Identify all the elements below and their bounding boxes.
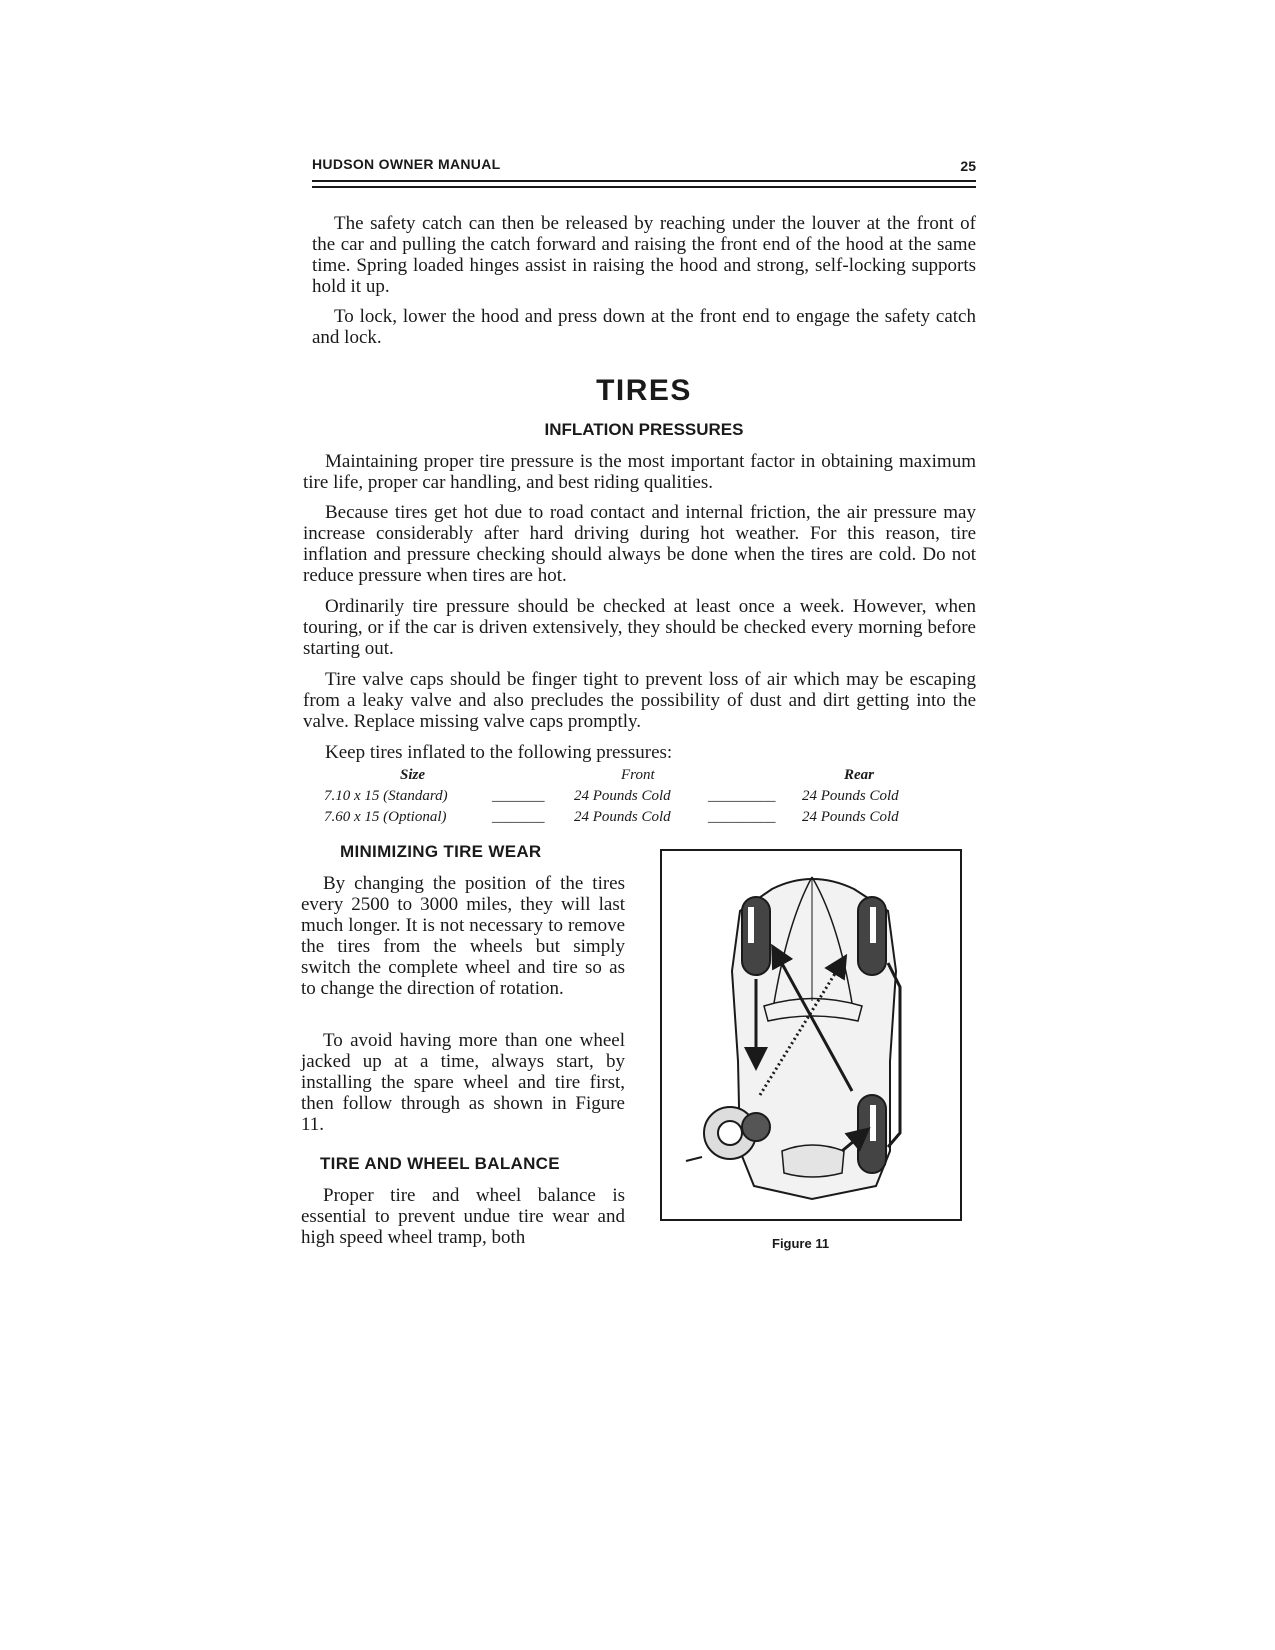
tire-pressure-paragraph-4: Tire valve caps should be finger tight to prevent loss of air which may be escaping from a leaky valve and also precludes the possibility of dust and dirt getting into the valve. Replace missing valve caps promptly. [303, 669, 976, 732]
row-rear: 24 Pounds Cold [802, 788, 899, 804]
section-heading-tires: TIRES [596, 374, 692, 407]
tire-pressure-paragraph-2: Because tires get hot due to road contact and internal friction, the air pressure may increase considerably after hard driving during hot weather. For this reason, tire inflation and pressure checking should always be done when the tires are cold. Do not reduce pressure when tires are hot. [303, 502, 976, 586]
row-front: 24 Pounds Cold [574, 809, 671, 825]
page-number: 25 [960, 158, 976, 174]
row-rear: 24 Pounds Cold [802, 809, 899, 825]
hood-release-paragraph: The safety catch can then be released by reaching under the louver at the front of the car and pulling the catch forward and raising the front end of the hood at the same time. Spring loaded hinges assist in raising the hood and strong, self-locking supports hold it up. [312, 213, 976, 297]
front-left-tire-icon [742, 897, 770, 975]
minimizing-paragraph-2: To avoid having more than one wheel jacked up at a time, always start, by installing the spare wheel and tire first, then follow through as shown in Figure 11. [301, 1030, 625, 1135]
row-leader: _______ [492, 788, 545, 804]
pressure-table [322, 767, 942, 830]
tire-pressure-paragraph-3: Ordinarily tire pressure should be checked at least once a week. However, when touring, or if the car is driven extensively, they should be checked every morning before starting out. [303, 596, 976, 659]
row-leader: _________ [708, 788, 776, 804]
table-row [322, 788, 942, 809]
row-size: 7.60 x 15 (Optional) [324, 809, 447, 825]
table-row [322, 809, 942, 830]
tire-pressure-paragraph-1: Maintaining proper tire pressure is the most important factor in obtaining maximum tire life, proper car handling, and best riding qualities. [303, 451, 976, 493]
balance-paragraph: Proper tire and wheel balance is essential to prevent undue tire wear and high speed wheel tramp, both [301, 1185, 625, 1248]
manual-title: HUDSON OWNER MANUAL [312, 156, 501, 172]
figure-caption: Figure 11 [772, 1236, 830, 1251]
row-size: 7.10 x 15 (Standard) [324, 788, 448, 804]
row-front: 24 Pounds Cold [574, 788, 671, 804]
header-rule-top [312, 180, 976, 182]
subheading-minimizing-tire-wear: MINIMIZING TIRE WEAR [340, 842, 542, 861]
subheading-tire-wheel-balance: TIRE AND WHEEL BALANCE [320, 1154, 560, 1173]
row-leader: _________ [708, 809, 776, 825]
pressure-table-header [322, 767, 942, 788]
header-rule-bottom [312, 186, 976, 188]
tire-pressure-paragraph-5: Keep tires inflated to the following pressures: [325, 742, 673, 763]
running-head [312, 156, 976, 180]
subheading-inflation-pressures: INFLATION PRESSURES [544, 420, 744, 439]
col-front-header: Front [621, 767, 655, 783]
col-rear-header: Rear [844, 767, 874, 783]
tire-rotation-diagram-icon [662, 851, 960, 1219]
figure-11-frame [660, 849, 962, 1221]
minimizing-paragraph-1: By changing the position of the tires every 2500 to 3000 miles, they will last much longer. It is not necessary to remove the tires from the wheels but simply switch the complete wheel and tire so as to change the direction of rotation. [301, 873, 625, 999]
hood-lock-paragraph: To lock, lower the hood and press down at the front end to engage the safety catch and lock. [312, 306, 976, 348]
col-size-header: Size [400, 767, 426, 783]
row-leader: _______ [492, 809, 545, 825]
